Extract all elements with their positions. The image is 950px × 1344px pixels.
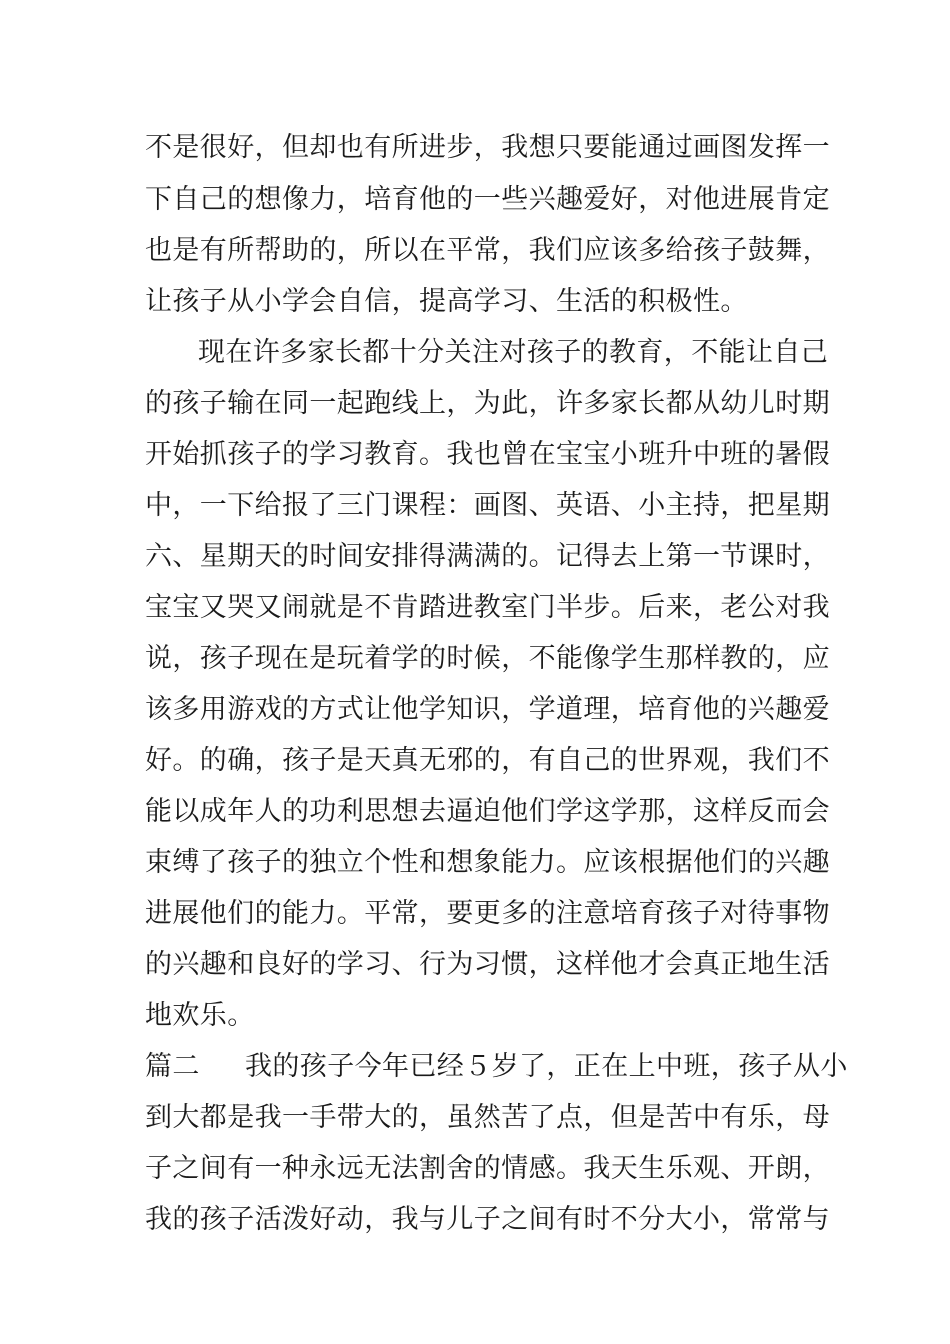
text-line: 不是很好，但却也有所进步，我想只要能通过画图发挥一 — [145, 132, 830, 163]
text-line: 子之间有一种永远无法割舍的情感。我天生乐观、开朗， — [145, 1153, 830, 1184]
text-line: 让孩子从小学会自信，提高学习、生活的积极性。 — [145, 286, 748, 317]
text-line: 的孩子输在同一起跑线上，为此，许多家长都从幼儿时期 — [145, 388, 830, 419]
paragraph-first-line: 现在许多家长都十分关注对孩子的教育，不能让自己 — [198, 337, 829, 368]
text-line: 下自己的想像力，培育他的一些兴趣爱好，对他进展肯定 — [145, 184, 830, 215]
text-line: 好。的确，孩子是天真无邪的，有自己的世界观，我们不 — [145, 745, 830, 776]
text-line: 宝宝又哭又闹就是不肯踏进教室门半步。后来，老公对我 — [145, 592, 830, 623]
text-line: 我的孩子活泼好动，我与儿子之间有时不分大小，常常与 — [145, 1204, 830, 1235]
section-heading-line — [145, 1047, 848, 1087]
text-line: 六、星期天的时间安排得满满的。记得去上第一节课时， — [145, 541, 830, 572]
text-line: 进展他们的能力。平常，要更多的注意培育孩子对待事物 — [145, 898, 830, 929]
text-line: 该多用游戏的方式让他学知识，学道理，培育他的兴趣爱 — [145, 694, 830, 725]
section-label: 篇二 — [145, 1051, 200, 1082]
text-line: 能以成年人的功利思想去逼迫他们学这学那，这样反而会 — [145, 796, 830, 827]
text-line: 中，一下给报了三门课程：画图、英语、小主持，把星期 — [145, 490, 830, 521]
text-line: 的兴趣和良好的学习、行为习惯，这样他才会真正地生活 — [145, 949, 830, 980]
text-line: 束缚了孩子的独立个性和想象能力。应该根据他们的兴趣 — [145, 847, 830, 878]
text-line: 也是有所帮助的，所以在平常，我们应该多给孩子鼓舞， — [145, 235, 830, 266]
text-line: 开始抓孩子的学习教育。我也曾在宝宝小班升中班的暑假 — [145, 439, 830, 470]
text-line: 我的孩子今年已经５岁了，正在上中班，孩子从小 — [245, 1051, 848, 1082]
text-line: 说，孩子现在是玩着学的时候，不能像学生那样教的，应 — [145, 643, 830, 674]
text-line: 到大都是我一手带大的，虽然苦了点，但是苦中有乐，母 — [145, 1102, 830, 1133]
text-line: 地欢乐。 — [145, 1000, 255, 1031]
